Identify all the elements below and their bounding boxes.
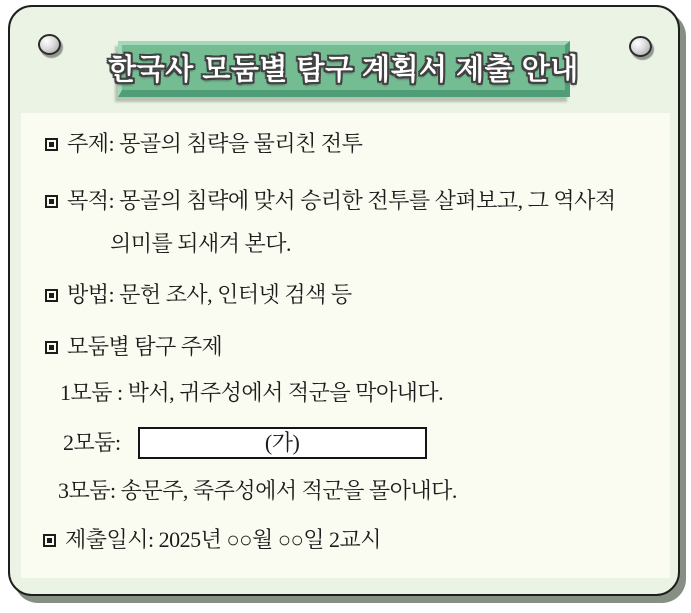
method-line [45,280,352,310]
group2-answer-blank [138,427,427,459]
group3-text: 3모둠: 송문주, 죽주성에서 적군을 몰아내다. [58,478,457,503]
square-bullet-icon [45,341,58,354]
square-bullet-icon [45,138,58,151]
purpose-line [45,186,616,216]
group1-text: 1모둠 : 박서, 귀주성에서 적군을 막아내다. [60,380,444,405]
purpose-text: 목적: 몽골의 침략에 맞서 승리한 전투를 살펴보고, 그 역사적 [67,188,616,213]
group2-line [63,427,427,459]
groups-header-text: 모둠별 탐구 주제 [67,334,223,359]
subject-line [45,129,362,159]
method-text: 방법: 문헌 조사, 인터넷 검색 등 [67,282,352,307]
page-title: 한국사 모둠별 탐구 계획서 제출 안내 [108,54,579,86]
content-panel [21,113,670,578]
pin-right-icon [629,36,652,57]
groups-header-line [45,332,222,362]
purpose-text-continued: 의미를 되새겨 본다. [110,231,292,256]
due-text: 제출일시: 2025년 ○○월 ○○일 2교시 [65,527,382,552]
group2-label: 2모둠: [63,430,121,455]
square-bullet-icon [45,195,58,208]
group3-line [58,476,457,506]
due-line [43,525,381,555]
title-banner [108,41,579,97]
square-bullet-icon [43,534,56,547]
purpose-line-continued [110,229,291,259]
square-bullet-icon [45,289,58,302]
group1-line [60,378,443,408]
group2-blank-label: (가) [264,430,300,455]
pin-left-icon [38,34,61,55]
subject-text: 주제: 몽골의 침략을 물리친 전투 [67,131,363,156]
